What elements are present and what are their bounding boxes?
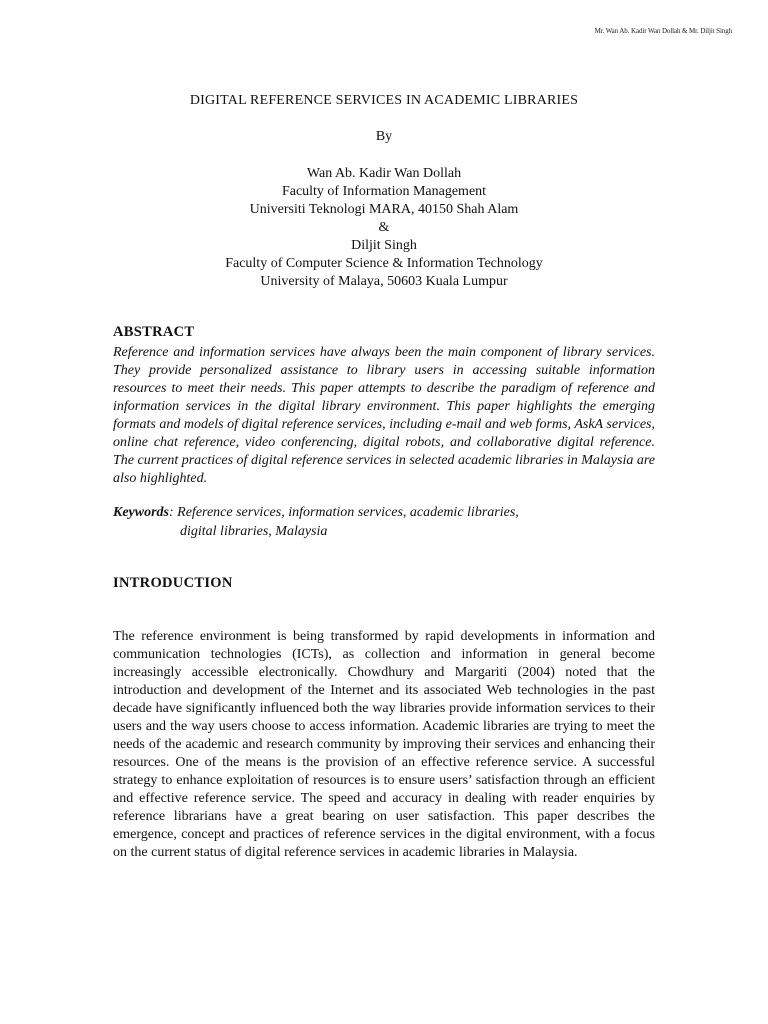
running-head: Mr. Wan Ab. Kadir Wan Dollah & Mr. Diljit Singh bbox=[594, 27, 732, 35]
keywords-block bbox=[113, 503, 655, 541]
paper-title: DIGITAL REFERENCE SERVICES IN ACADEMIC LIBRARIES bbox=[189, 93, 579, 108]
by-line: By bbox=[375, 129, 393, 144]
author-affiliation: Faculty of Information Management bbox=[281, 184, 487, 199]
keywords-line bbox=[113, 503, 655, 522]
author-name: Diljit Singh bbox=[351, 238, 417, 253]
abstract-heading: ABSTRACT bbox=[113, 324, 195, 340]
author-address: Universiti Teknologi MARA, 40150 Shah Alam bbox=[249, 202, 519, 217]
keywords-list-continued: digital libraries, Malaysia bbox=[180, 524, 328, 539]
keywords-list: : Reference services, information services, academic libraries, bbox=[169, 505, 519, 520]
abstract-text: Reference and information services have always been the main component of library services. They provide personalized assistance to library users in accessing suitable information resources to meet their needs. This paper attempts to describe the paradigm of reference and information services in the digital library environment. This paper highlights the emerging formats and models of digital reference services, including e-mail and web forms, AskA services, online chat reference, video conferencing, digital robots, and collaborative digital reference. The current practices of digital reference services in selected academic libraries in Malaysia are also highlighted. bbox=[113, 345, 655, 486]
introduction-text: The reference environment is being transformed by rapid developments in information and communication technologies (ICTs), as collection and information in general become increasingly accessible electronically. Chowdhury and Margariti (2004) noted that the introduction and development of the Internet and its associated Web technologies in the past decade have significantly influenced both the way libraries provide information services to their users and the way users choose to access information. Academic libraries are trying to meet the needs of the academic and research community by improving their services and enhancing their resources. One of the means is the provision of an effective reference service. A successful strategy to enhance exploitation of resources is to ensure users’ satisfaction through an efficient and effective reference service. The speed and accuracy in dealing with reader enquiries by reference librarians have a great bearing on user satisfaction. This paper describes the emergence, concept and practices of reference services in the digital environment, with a focus on the current status of digital reference services in academic libraries in Malaysia. bbox=[113, 629, 655, 860]
introduction-heading: INTRODUCTION bbox=[113, 575, 233, 591]
author-affiliation: Faculty of Computer Science & Information Technology bbox=[225, 256, 543, 271]
keywords-label: Keywords bbox=[113, 505, 169, 520]
author-block bbox=[0, 165, 768, 291]
author-address: University of Malaya, 50603 Kuala Lumpur bbox=[260, 274, 508, 289]
author-separator: & bbox=[378, 220, 390, 235]
author-name: Wan Ab. Kadir Wan Dollah bbox=[306, 166, 462, 181]
